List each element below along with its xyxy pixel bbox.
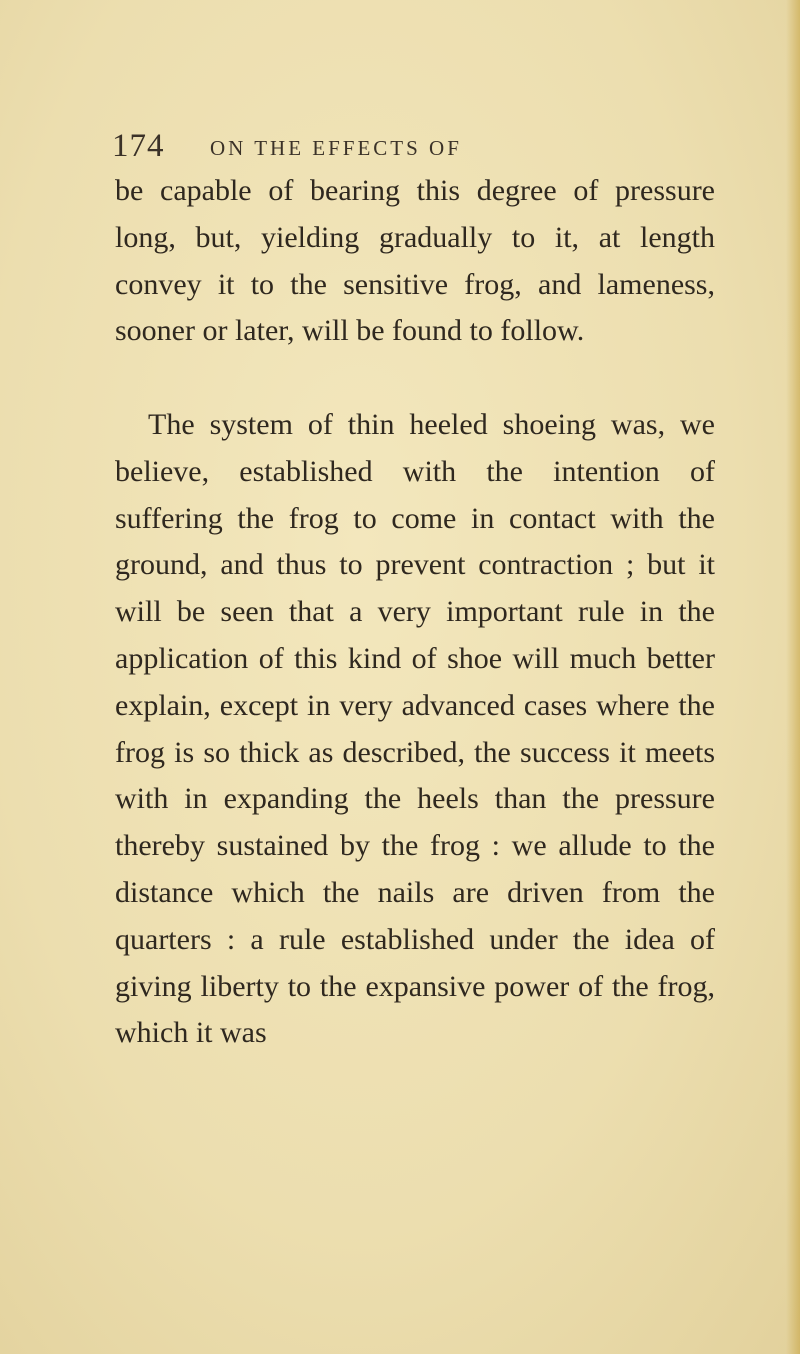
paragraph-continuation: be capable of bearing this degree of pressure long, but, yielding gradually to it, at length convey it to the sensitive frog, and lameness, sooner or later, will be found to follow. xyxy=(115,174,715,348)
running-title: ON THE EFFECTS OF xyxy=(210,136,462,160)
body-text xyxy=(115,168,715,1057)
running-head xyxy=(112,128,672,168)
page-edge-shadow xyxy=(786,0,800,1354)
page-number: 174 xyxy=(112,128,165,164)
paragraph-thin-heeled-shoeing: The system of thin heeled shoeing was, we believe, established with the intention of suffering the frog to come in contact with the ground, and thus to prevent contraction ; but it will be seen that a very important rule in the application of this kind of shoe will much better explain, except in very advanced cases where the frog is so thick as described, the success it meets with in expanding the heels than the pressure thereby sustained by the frog : we allude to the distance which the nails are driven from the quarters : a rule established under the idea of giving liberty to the expansive power of the frog, which it was xyxy=(115,407,715,1050)
